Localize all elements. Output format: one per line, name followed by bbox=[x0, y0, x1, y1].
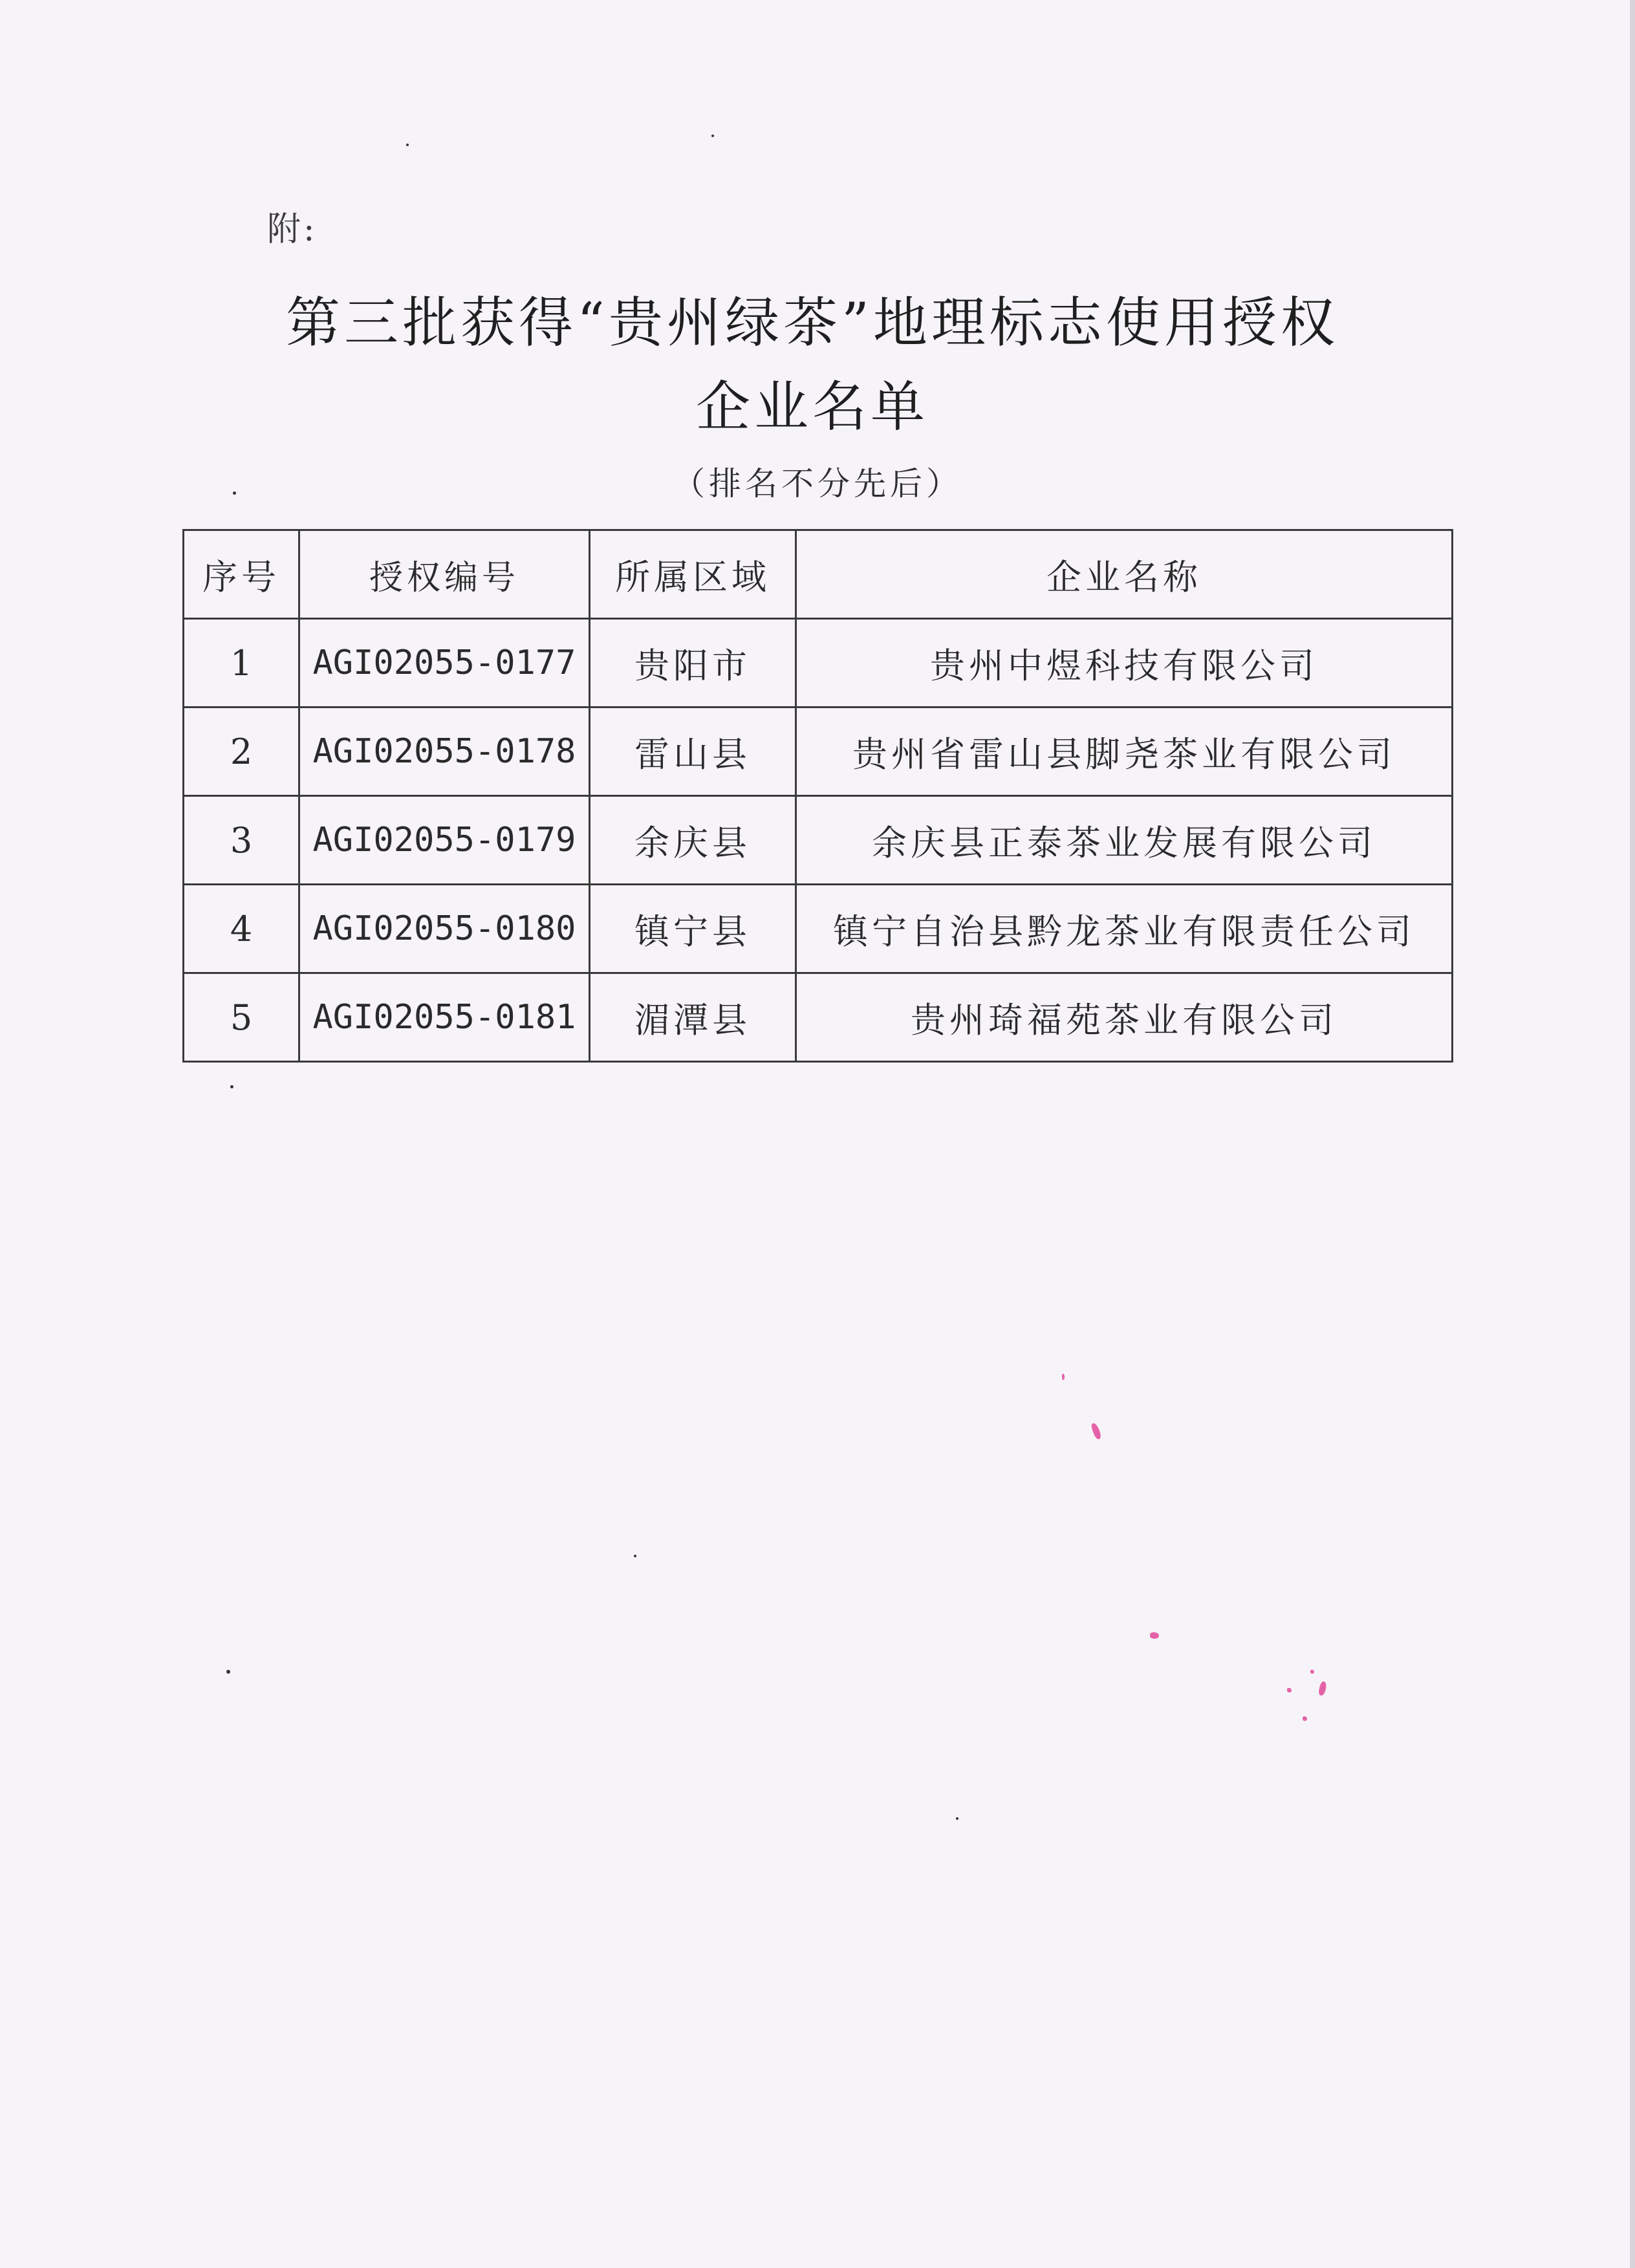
table-row bbox=[184, 973, 1453, 1062]
cell-code: AGI02055-0178 bbox=[299, 707, 590, 796]
cell-seq: 4 bbox=[184, 885, 299, 973]
stamp-ink-mark bbox=[1062, 1374, 1065, 1380]
cell-region: 雷山县 bbox=[590, 707, 796, 796]
cell-name: 贵州中煜科技有限公司 bbox=[796, 619, 1453, 707]
table-row bbox=[184, 885, 1453, 973]
stamp-ink-mark bbox=[1090, 1422, 1102, 1440]
header-name: 企业名称 bbox=[796, 530, 1453, 619]
scan-speck bbox=[711, 135, 714, 137]
document-subtitle: （排名不分先后） bbox=[673, 465, 962, 502]
document-title-line-2: 企业名单 bbox=[695, 375, 929, 438]
cell-region: 余庆县 bbox=[590, 796, 796, 885]
scan-speck bbox=[226, 1670, 230, 1674]
table-header-row bbox=[184, 530, 1453, 619]
cell-region: 镇宁县 bbox=[590, 885, 796, 973]
table-row bbox=[184, 619, 1453, 707]
cell-code: AGI02055-0180 bbox=[299, 885, 590, 973]
enterprise-list-table bbox=[182, 529, 1453, 1063]
cell-code: AGI02055-0181 bbox=[299, 973, 590, 1062]
stamp-ink-mark bbox=[1287, 1688, 1292, 1692]
cell-name: 余庆县正泰茶业发展有限公司 bbox=[796, 796, 1453, 885]
stamp-ink-mark bbox=[1317, 1681, 1327, 1696]
cell-seq: 5 bbox=[184, 973, 299, 1062]
cell-region: 贵阳市 bbox=[590, 619, 796, 707]
scan-speck bbox=[956, 1817, 958, 1820]
header-code: 授权编号 bbox=[299, 530, 590, 619]
cell-name: 镇宁自治县黔龙茶业有限责任公司 bbox=[796, 885, 1453, 973]
cell-seq: 3 bbox=[184, 796, 299, 885]
table-row bbox=[184, 707, 1453, 796]
header-seq: 序号 bbox=[184, 530, 299, 619]
cell-seq: 2 bbox=[184, 707, 299, 796]
cell-name: 贵州琦福苑茶业有限公司 bbox=[796, 973, 1453, 1062]
header-region: 所属区域 bbox=[590, 530, 796, 619]
scan-speck bbox=[634, 1555, 636, 1557]
cell-region: 湄潭县 bbox=[590, 973, 796, 1062]
scan-speck bbox=[406, 144, 409, 146]
scan-edge bbox=[1630, 0, 1635, 2268]
cell-code: AGI02055-0177 bbox=[299, 619, 590, 707]
attachment-label: 附: bbox=[267, 210, 318, 249]
scan-speck bbox=[233, 491, 236, 495]
stamp-ink-mark bbox=[1150, 1632, 1159, 1639]
document-title-line-1: 第三批获得“贵州绿茶”地理标志使用授权 bbox=[286, 291, 1339, 354]
stamp-ink-mark bbox=[1310, 1670, 1314, 1674]
scan-speck bbox=[230, 1085, 233, 1088]
cell-name: 贵州省雷山县脚尧茶业有限公司 bbox=[796, 707, 1453, 796]
stamp-ink-mark bbox=[1303, 1716, 1307, 1721]
cell-seq: 1 bbox=[184, 619, 299, 707]
cell-code: AGI02055-0179 bbox=[299, 796, 590, 885]
table-row bbox=[184, 796, 1453, 885]
